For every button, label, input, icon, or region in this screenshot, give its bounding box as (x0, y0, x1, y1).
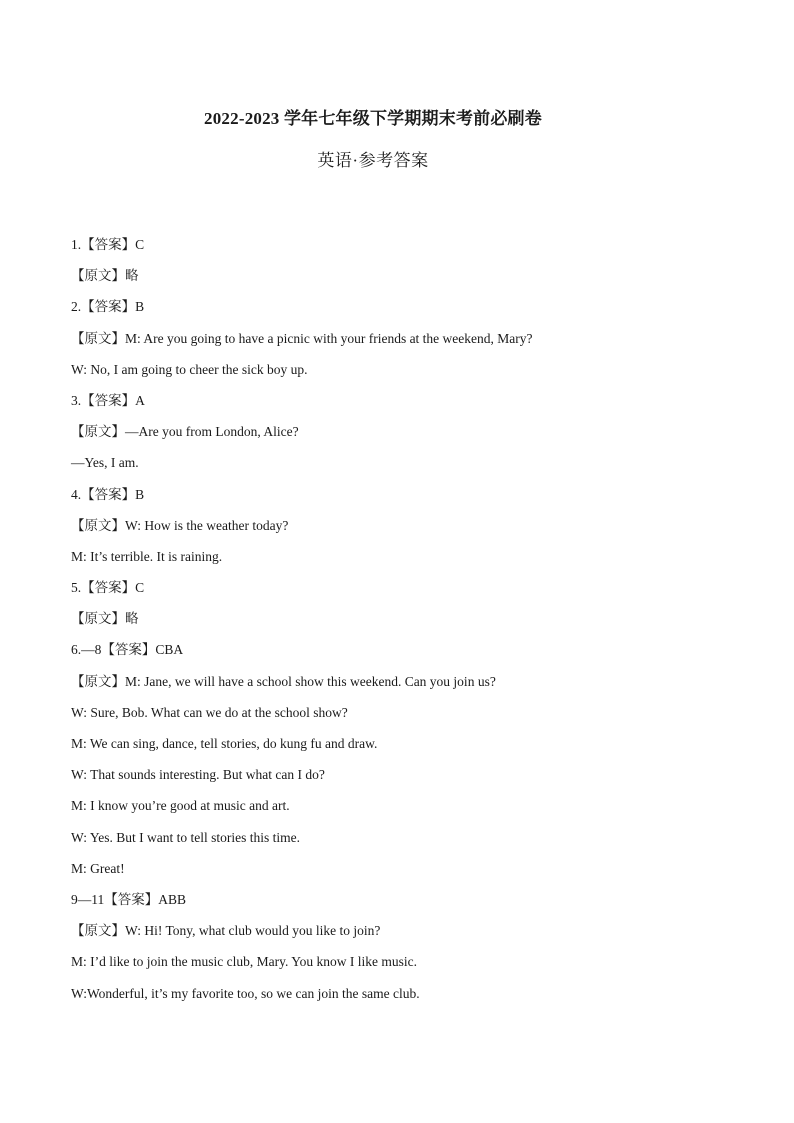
answer-line: 3.【答案】A (71, 392, 145, 408)
transcript-line: 【原文】略 (71, 268, 139, 284)
transcript-line: W: That sounds interesting. But what can I do? (71, 767, 325, 783)
page-subtitle: 英语·参考答案 (317, 151, 429, 170)
transcript-line: M: I’d like to join the music club, Mary. You know I like music. (71, 954, 417, 970)
transcript-line: M: It’s terrible. It is raining. (71, 548, 223, 564)
transcript-line: 【原文】略 (71, 611, 139, 627)
transcript-line: W:Wonderful, it’s my favorite too, so we can join the same club. (71, 985, 420, 1001)
transcript-line: M: I know you’re good at music and art. (71, 798, 290, 814)
transcript-line: M: We can sing, dance, tell stories, do kung fu and draw. (71, 736, 378, 751)
transcript-line: 【原文】—Are you from London, Alice? (71, 424, 299, 440)
answer-content (71, 235, 731, 1015)
page-title: 2022-2023 学年七年级下学期期末考前必刷卷 (204, 109, 542, 128)
answer-line: 9—11【答案】ABB (71, 891, 187, 907)
transcript-line: 【原文】W: Hi! Tony, what club would you like to join? (71, 923, 381, 939)
answer-line: 1.【答案】C (71, 237, 145, 252)
transcript-line: W: No, I am going to cheer the sick boy up. (71, 361, 308, 377)
transcript-line: W: Sure, Bob. What can we do at the school show? (71, 704, 348, 720)
transcript-line: —Yes, I am. (71, 455, 139, 471)
transcript-line: 【原文】M: Jane, we will have a school show this weekend. Can you join us? (71, 673, 496, 689)
transcript-line: 【原文】W: How is the weather today? (71, 517, 289, 533)
transcript-line: W: Yes. But I want to tell stories this time. (71, 829, 300, 845)
transcript-line: 【原文】M: Are you going to have a picnic with your friends at the weekend, Mary? (71, 330, 533, 346)
answer-line: 2.【答案】B (71, 299, 145, 315)
answer-line: 6.—8【答案】CBA (71, 642, 184, 658)
answer-line: 5.【答案】C (71, 580, 145, 596)
answer-line: 4.【答案】B (71, 486, 145, 502)
transcript-line: M: Great! (71, 860, 125, 876)
